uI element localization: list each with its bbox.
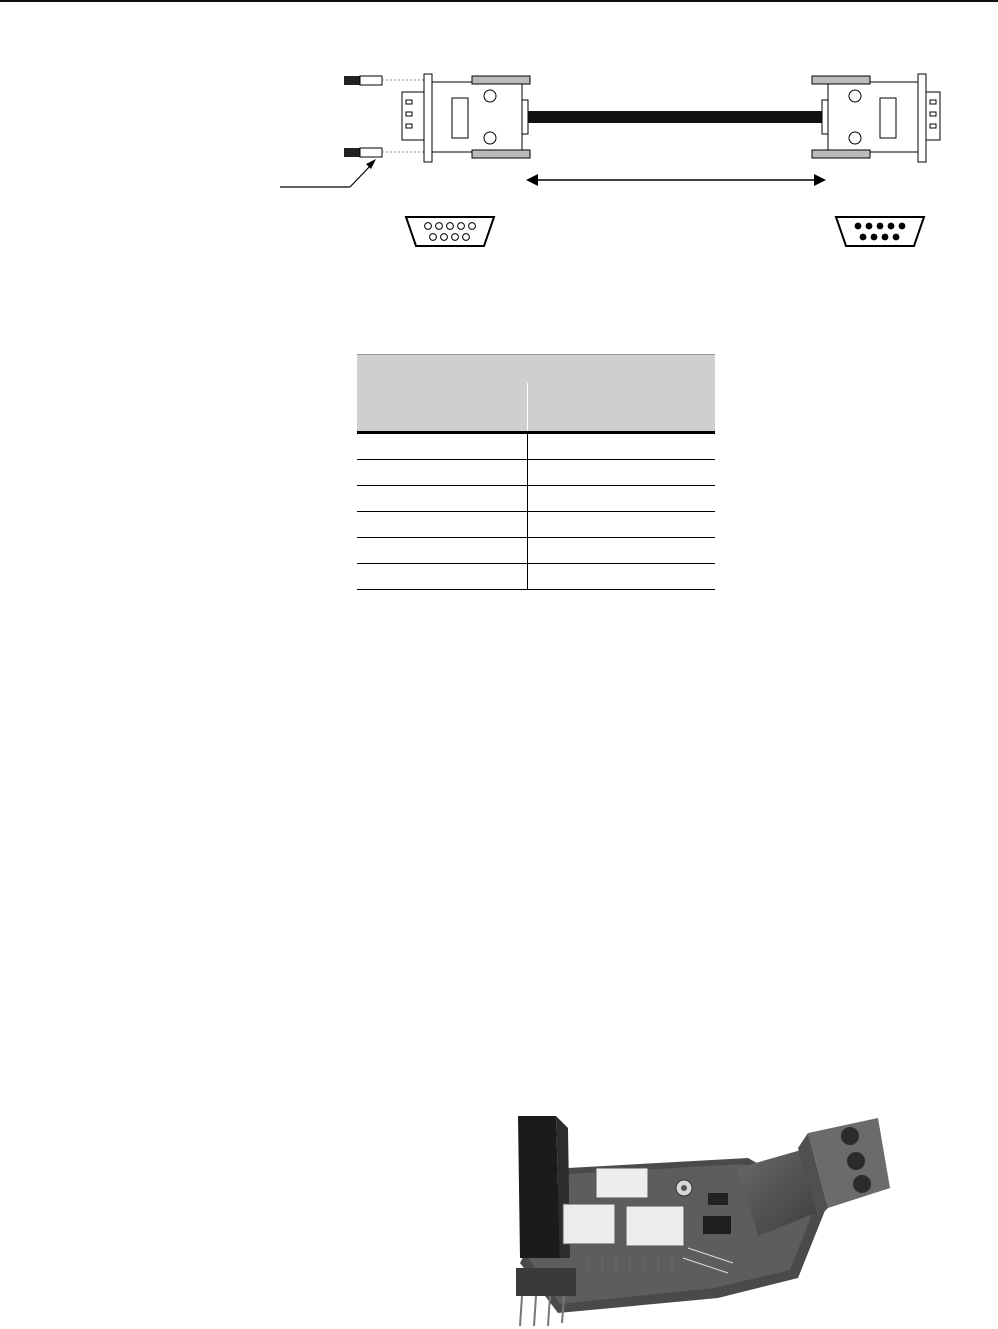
table-caption	[357, 354, 715, 383]
table-cell	[357, 433, 528, 460]
table-row	[357, 512, 715, 538]
pin-table-wrapper	[357, 354, 715, 590]
table-header-cell	[528, 383, 716, 433]
table-cell	[357, 486, 528, 512]
table-header-cell	[357, 383, 528, 433]
pcb-module-icon	[498, 1108, 904, 1329]
table-cell	[357, 538, 528, 564]
table-row	[357, 433, 715, 460]
table-row	[357, 460, 715, 486]
table-cell	[357, 512, 528, 538]
table-cell	[528, 460, 716, 486]
table-cell	[528, 486, 716, 512]
table-row	[357, 538, 715, 564]
table-cell	[357, 460, 528, 486]
table-row	[357, 486, 715, 512]
db9-cable-icon	[280, 60, 970, 280]
table-cell	[528, 564, 716, 590]
table-cell	[528, 433, 716, 460]
table-cell	[528, 538, 716, 564]
table-header-row	[357, 383, 715, 433]
header-rule	[0, 0, 998, 2]
table-cell	[528, 512, 716, 538]
table-row	[357, 564, 715, 590]
table-cell	[357, 564, 528, 590]
pin-table	[357, 354, 715, 590]
